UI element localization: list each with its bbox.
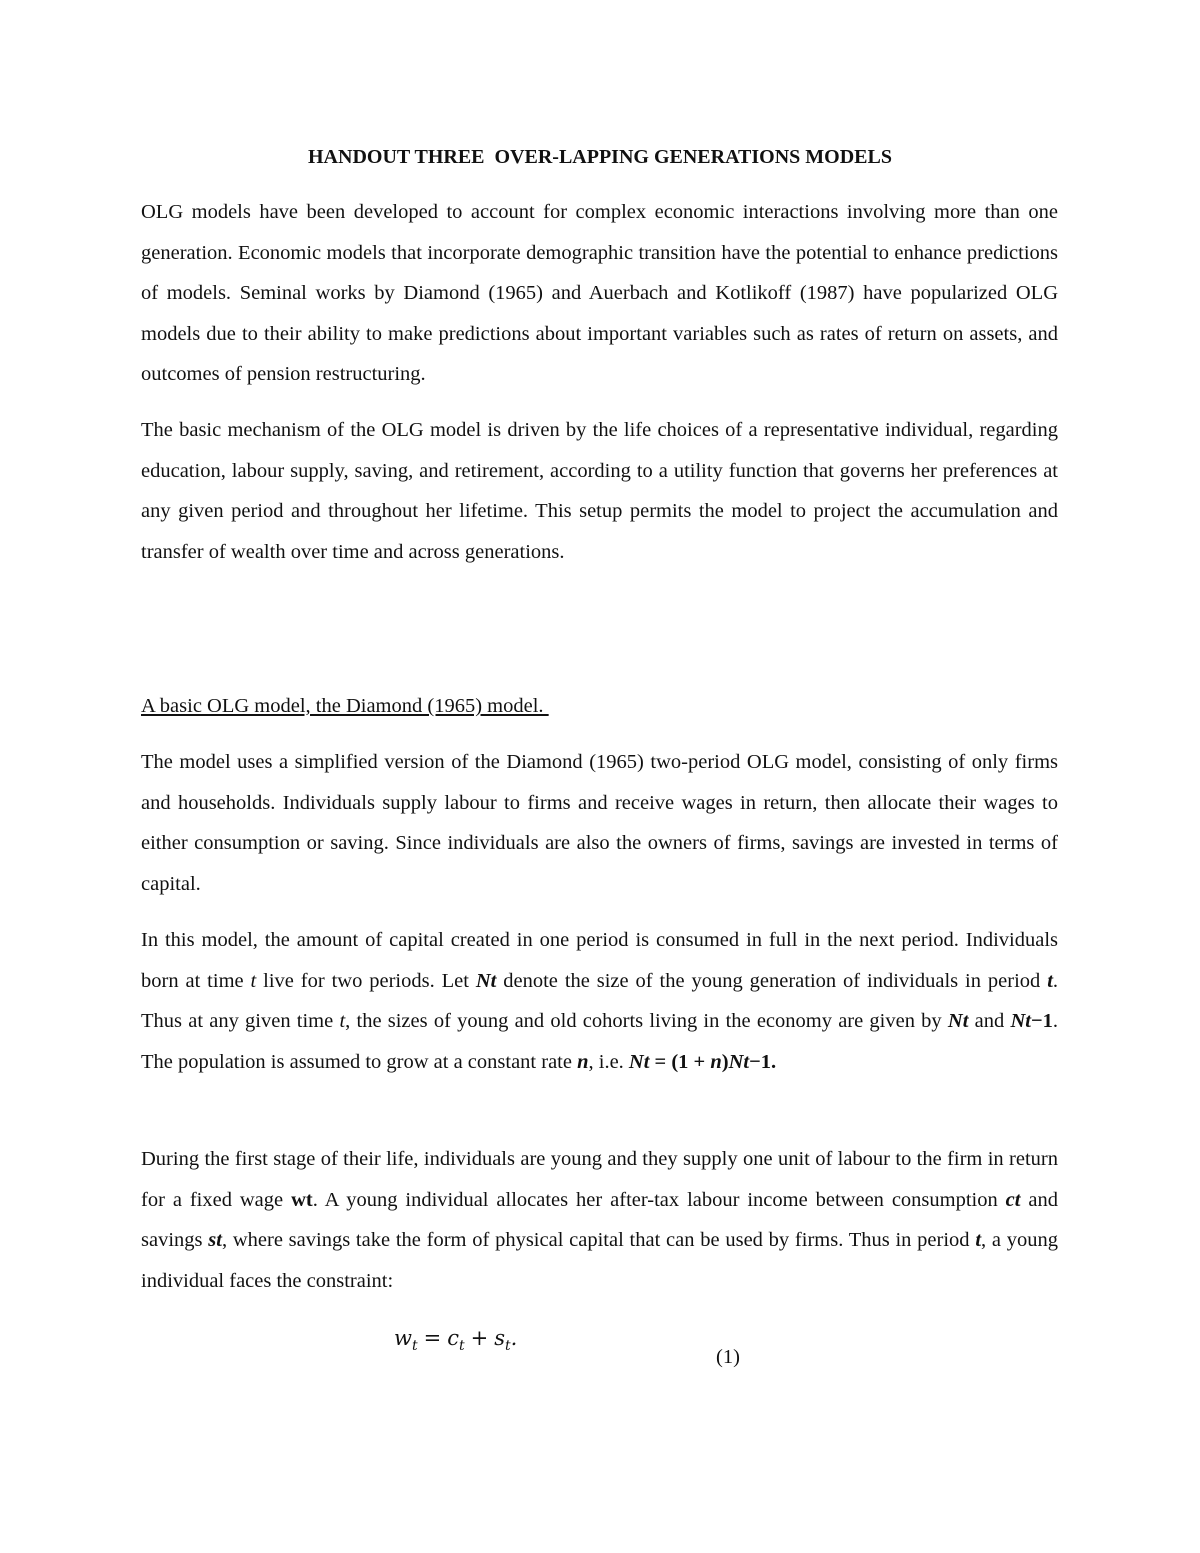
text-run: In this model, the amount of capital created in one period is consumed in full in the next period. Individuals born at time	[141, 929, 1058, 992]
text-run: . A young individual allocates her after-tax labour income between consumption	[312, 1188, 1006, 1211]
equation-c: c	[447, 1326, 459, 1350]
variable-ct: ct	[1005, 1188, 1021, 1211]
variable-nt: Nt	[628, 1050, 650, 1073]
variable-t: t	[975, 1229, 982, 1251]
text-run: denote the size of the young generation of individuals in period	[496, 969, 1048, 992]
equation-s: s	[494, 1326, 506, 1350]
variable-t: t	[1047, 969, 1053, 992]
equation-subscript: t	[505, 1338, 511, 1354]
variable-n: n	[577, 1050, 589, 1073]
equation-number: (1)	[716, 1346, 740, 1368]
text-run: , where savings take the form of physical capital that can be used by firms. Thus in period	[221, 1229, 976, 1251]
variable-nt: Nt	[728, 1050, 750, 1073]
equation-w: w	[394, 1326, 412, 1350]
paragraph-intro: OLG models have been developed to account for complex economic interactions involving more than one generation. Economic models that incorporate demographic transition have the potential to enhance predictions of models. Seminal works by Diamond (1965) and Auerbach and Kotlikoff (1987) have popularized OLG models due to their ability to make predictions about important variables such as rates of return on assets, and outcomes of pension restructuring.	[141, 201, 1058, 385]
equation-subscript: t	[411, 1338, 418, 1354]
section-heading: A basic OLG model, the Diamond (1965) model.	[141, 695, 549, 717]
variable-t: t	[339, 1010, 346, 1032]
text-run: and	[968, 1010, 1011, 1032]
page-title: HANDOUT THREE OVER-LAPPING GENERATIONS MODELS	[308, 146, 892, 168]
text-run: , i.e.	[588, 1050, 629, 1073]
variable-minus-one: −1.	[749, 1050, 777, 1073]
text-run: live for two periods. Let	[256, 969, 476, 992]
equation-equals: =	[423, 1326, 442, 1350]
variable-minus-one: −1	[1030, 1010, 1053, 1032]
paragraph-population	[141, 920, 1058, 1082]
variable-nt: Nt	[947, 1010, 969, 1032]
equation-subscript: t	[459, 1338, 465, 1354]
equation-period: .	[510, 1326, 518, 1350]
equation-fragment: )	[721, 1050, 729, 1073]
text-run: , a young individual faces the constraint:	[141, 1229, 1059, 1292]
equation-plus: +	[470, 1326, 489, 1350]
variable-t: t	[250, 969, 257, 992]
paragraph-young-stage	[141, 1139, 1058, 1301]
text-run: During the first stage of their life, individuals are young and they supply one unit of labour to the firm in return for a fixed wage	[141, 1148, 1058, 1211]
variable-st: st	[208, 1229, 222, 1251]
budget-constraint-equation	[394, 1320, 517, 1364]
variable-wt: wt	[291, 1188, 313, 1211]
variable-n: n	[710, 1050, 722, 1073]
text-run: and savings	[141, 1188, 1058, 1251]
paragraph-mechanism: The basic mechanism of the OLG model is driven by the life choices of a representative individual, regarding education, labour supply, saving, and retirement, according to a utility function that governs her preferences at any given period and throughout her lifetime. This setup permits the model to project the accumulation and transfer of wealth over time and across generations.	[141, 419, 1058, 563]
equation-fragment: = (1 +	[649, 1050, 711, 1073]
paragraph-model: The model uses a simplified version of the Diamond (1965) two-period OLG model, consisting of only firms and households. Individuals supply labour to firms and receive wages in return, then allocate their wages to either consumption or saving. Since individuals are also the owners of firms, savings are invested in terms of capital.	[141, 751, 1058, 895]
text-run: , the sizes of young and old cohorts living in the economy are given by	[345, 1010, 948, 1032]
variable-nt: Nt	[475, 969, 497, 992]
variable-nt: Nt	[1010, 1010, 1031, 1032]
text-run: . The population is assumed to grow at a constant rate	[141, 1010, 1058, 1073]
text-run: . Thus at any given time	[141, 969, 1059, 1032]
